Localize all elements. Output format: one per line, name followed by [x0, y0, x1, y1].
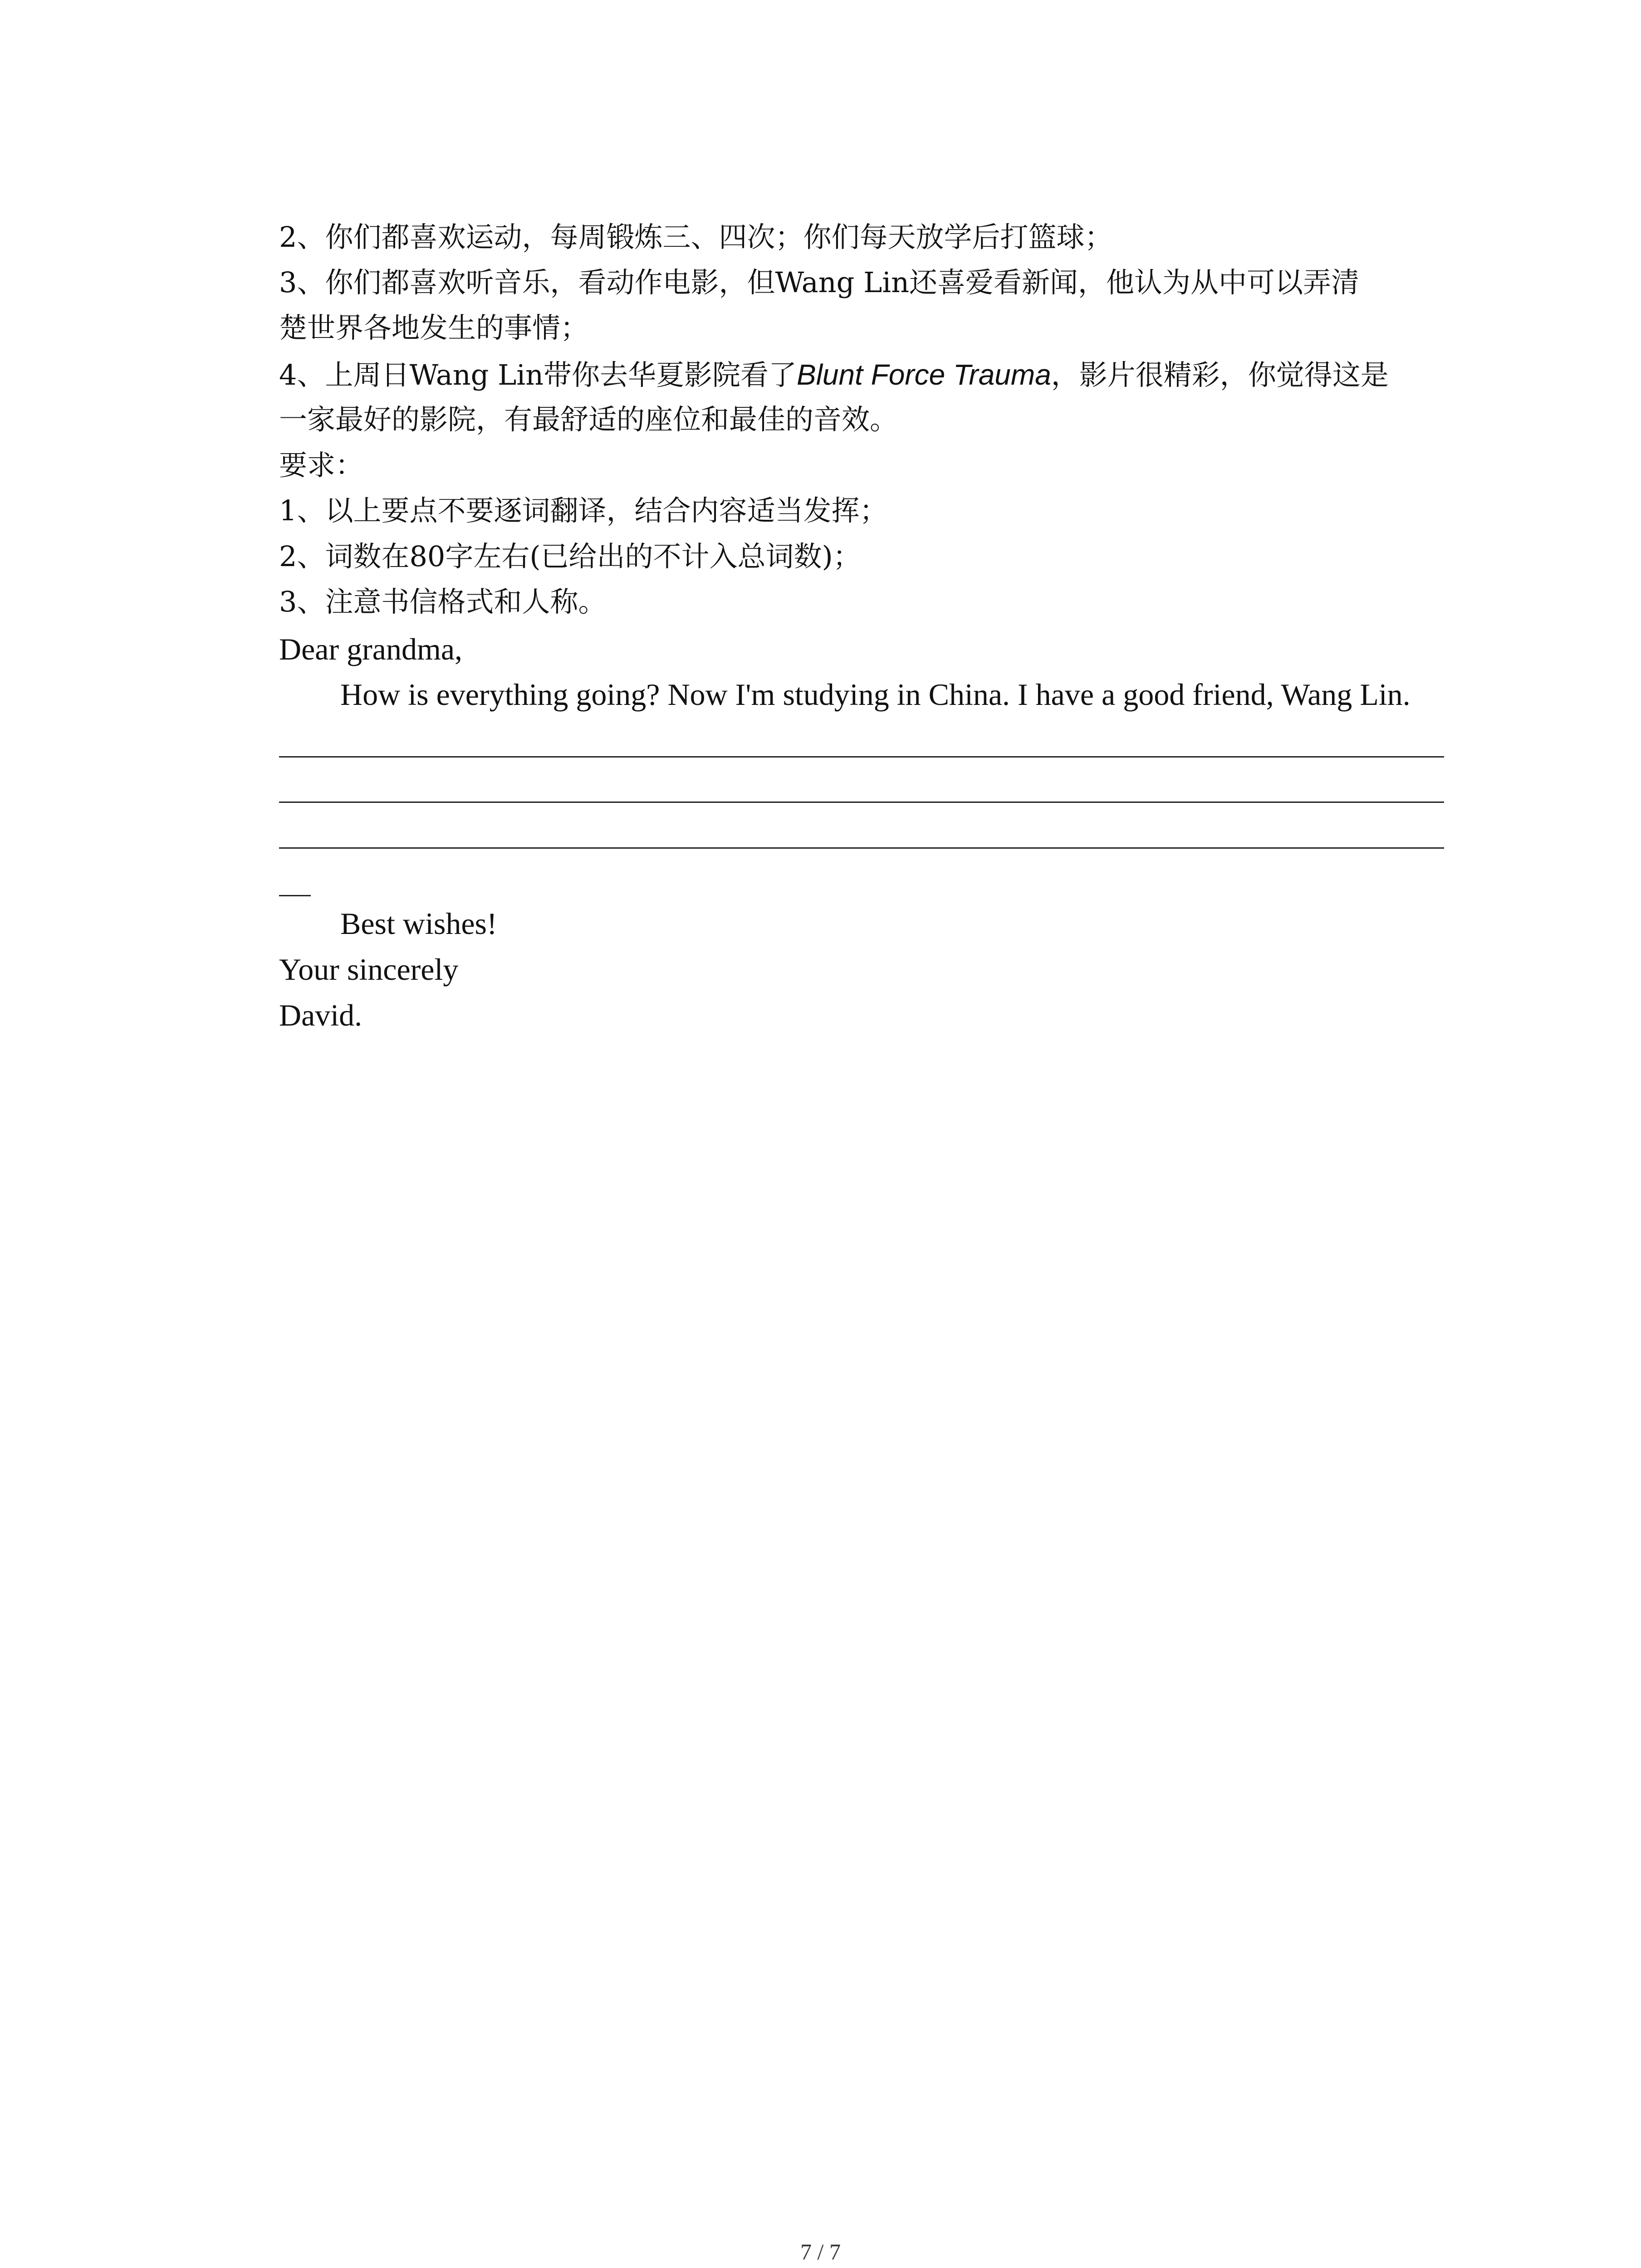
point-4-prefix: 4、上周日Wang Lin带你去华夏影院看了: [279, 358, 797, 391]
point-4-text: [279, 360, 1389, 389]
letter-signoff: Your sincerely: [279, 952, 459, 987]
point-3-line-2: 楚世界各地发生的事情；: [279, 311, 589, 344]
point-3-line-1: 3、你们都喜欢听音乐，看动作电影，但Wang Lin还喜爱看新闻，他认为从中可以弄清: [279, 266, 1360, 299]
point-4-suffix: ，影片很精彩，你觉得这是: [1051, 358, 1389, 391]
letter-opening: How is everything going? Now I'm studying in China. I have a good friend, Wang Lin.: [340, 677, 1411, 712]
requirements-heading: 要求：: [279, 449, 364, 482]
point-4-line-2: 一家最好的影院，有最舒适的座位和最佳的音效。: [279, 403, 898, 436]
answer-line-end: [279, 895, 311, 896]
answer-line-2: [279, 802, 1444, 803]
answer-line-3: [279, 847, 1444, 849]
letter-closing: Best wishes!: [340, 906, 497, 941]
requirement-3: 3、注意书信格式和人称。: [279, 585, 607, 618]
point-3-text: [279, 266, 1360, 299]
letter-salutation: Dear grandma,: [279, 632, 463, 666]
answer-line-1: [279, 756, 1444, 758]
point-2-text: 2、你们都喜欢运动，每周锻炼三、四次；你们每天放学后打篮球；: [279, 220, 1113, 254]
requirement-2: 2、词数在80字左右(已给出的不计入总词数)；: [279, 540, 861, 573]
page-number: 7 / 7: [800, 2239, 841, 2264]
requirement-1: 1、以上要点不要逐词翻译，结合内容适当发挥；: [279, 494, 888, 527]
letter-signature: David.: [279, 998, 362, 1032]
movie-title: Blunt Force Trauma: [797, 358, 1051, 391]
